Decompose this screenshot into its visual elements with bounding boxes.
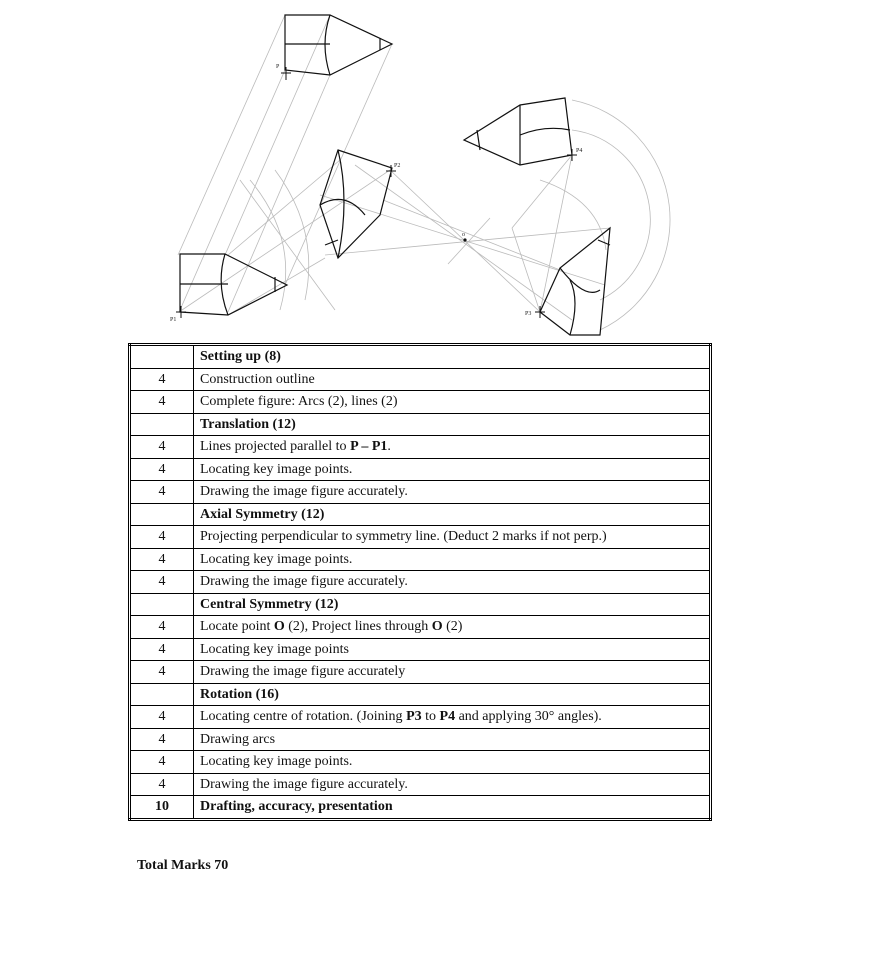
text-segment: Locating key image points [200, 641, 349, 657]
criterion-text [194, 571, 711, 594]
criterion-mark: 4 [130, 436, 194, 459]
criterion-row [130, 616, 711, 639]
criterion-row [130, 751, 711, 774]
section-mark-cell [130, 503, 194, 526]
text-segment: Construction outline [200, 371, 315, 387]
section-mark-cell [130, 593, 194, 616]
construction-drawing [0, 0, 892, 345]
section-header-row [130, 593, 711, 616]
criterion-row [130, 706, 711, 729]
text-segment: to [421, 709, 440, 725]
text-segment: Drawing arcs [200, 731, 276, 747]
centre-point-o [463, 238, 466, 241]
label-p2: P2 [394, 163, 401, 169]
text-segment: and applying 30° angles). [455, 709, 602, 725]
construction-lines [178, 15, 670, 330]
text-segment: Lines projected parallel to [200, 439, 351, 455]
criterion-text [194, 751, 711, 774]
criterion-mark: 4 [130, 728, 194, 751]
criterion-text [194, 773, 711, 796]
criterion-row [130, 661, 711, 684]
text-segment: (2) [442, 619, 463, 635]
criterion-text [194, 548, 711, 571]
text-segment: Drawing the image figure accurately. [200, 484, 408, 500]
criterion-row [130, 548, 711, 571]
criterion-row [130, 638, 711, 661]
central-figure [540, 228, 610, 335]
criterion-mark: 4 [130, 526, 194, 549]
section-title: Translation (12) [194, 413, 711, 436]
section-mark-cell [130, 413, 194, 436]
criterion-row [130, 458, 711, 481]
criterion-mark: 4 [130, 368, 194, 391]
criterion-row [130, 728, 711, 751]
section-header-row [130, 413, 711, 436]
text-segment: Drawing the image figure accurately. [200, 574, 408, 590]
bold-segment: P4 [439, 709, 456, 725]
bold-segment: P3 [406, 709, 422, 725]
criterion-row [130, 571, 711, 594]
total-marks: Total Marks 70 [137, 858, 229, 873]
criterion-row [130, 526, 711, 549]
criterion-text [194, 436, 711, 459]
criterion-mark: 4 [130, 548, 194, 571]
criterion-mark: 4 [130, 706, 194, 729]
label-o: o [462, 232, 465, 238]
marking-scheme-table [128, 343, 712, 821]
criterion-text [194, 706, 711, 729]
criterion-mark: 4 [130, 571, 194, 594]
text-segment: Complete figure: Arcs (2), lines (2) [200, 394, 398, 410]
criterion-mark: 4 [130, 391, 194, 414]
label-p: P [276, 64, 280, 70]
criterion-text [194, 616, 711, 639]
final-text: Drafting, accuracy, presentation [194, 796, 711, 820]
section-mark-cell [130, 683, 194, 706]
text-segment: . [387, 439, 391, 455]
label-p4: P4 [576, 148, 583, 154]
criterion-text [194, 368, 711, 391]
criterion-mark: 4 [130, 458, 194, 481]
text-segment: Drawing the image figure accurately. [200, 776, 408, 792]
section-title: Setting up (8) [194, 345, 711, 369]
criterion-mark: 4 [130, 616, 194, 639]
bold-segment: P – P1 [350, 439, 388, 455]
section-title: Axial Symmetry (12) [194, 503, 711, 526]
criterion-row [130, 391, 711, 414]
section-header-row [130, 503, 711, 526]
criterion-row [130, 436, 711, 459]
criterion-row [130, 481, 711, 504]
criterion-row [130, 368, 711, 391]
final-mark: 10 [130, 796, 194, 820]
bold-segment: O [273, 619, 285, 635]
criterion-mark: 4 [130, 638, 194, 661]
criterion-mark: 4 [130, 773, 194, 796]
section-mark-cell [130, 345, 194, 369]
rotated-figure [464, 98, 572, 165]
section-title: Central Symmetry (12) [194, 593, 711, 616]
label-p3: P3 [525, 311, 532, 317]
section-title: Rotation (16) [194, 683, 711, 706]
bold-segment: O [431, 619, 443, 635]
criterion-mark: 4 [130, 661, 194, 684]
text-segment: Locating centre of rotation. (Joining [200, 709, 407, 725]
original-figure [285, 15, 392, 75]
text-segment: Projecting perpendicular to symmetry line. (Deduct 2 marks if not perp.) [200, 529, 607, 545]
criterion-text [194, 728, 711, 751]
section-header-row [130, 345, 711, 369]
text-segment: Drawing the image figure accurately [200, 664, 406, 680]
label-p1: P1 [170, 317, 177, 323]
criterion-text [194, 638, 711, 661]
criterion-text [194, 526, 711, 549]
section-header-row [130, 683, 711, 706]
text-segment: (2), Project lines through [284, 619, 432, 635]
text-segment: Locating key image points. [200, 754, 353, 770]
criterion-row [130, 773, 711, 796]
criterion-text [194, 661, 711, 684]
criterion-mark: 4 [130, 751, 194, 774]
translated-figure [180, 254, 287, 315]
text-segment: Locating key image points. [200, 461, 353, 477]
text-segment: Locating key image points. [200, 551, 353, 567]
criterion-text [194, 481, 711, 504]
criterion-text [194, 458, 711, 481]
criterion-mark: 4 [130, 481, 194, 504]
criterion-text [194, 391, 711, 414]
text-segment: Locate point [200, 619, 274, 635]
final-row [130, 796, 711, 820]
